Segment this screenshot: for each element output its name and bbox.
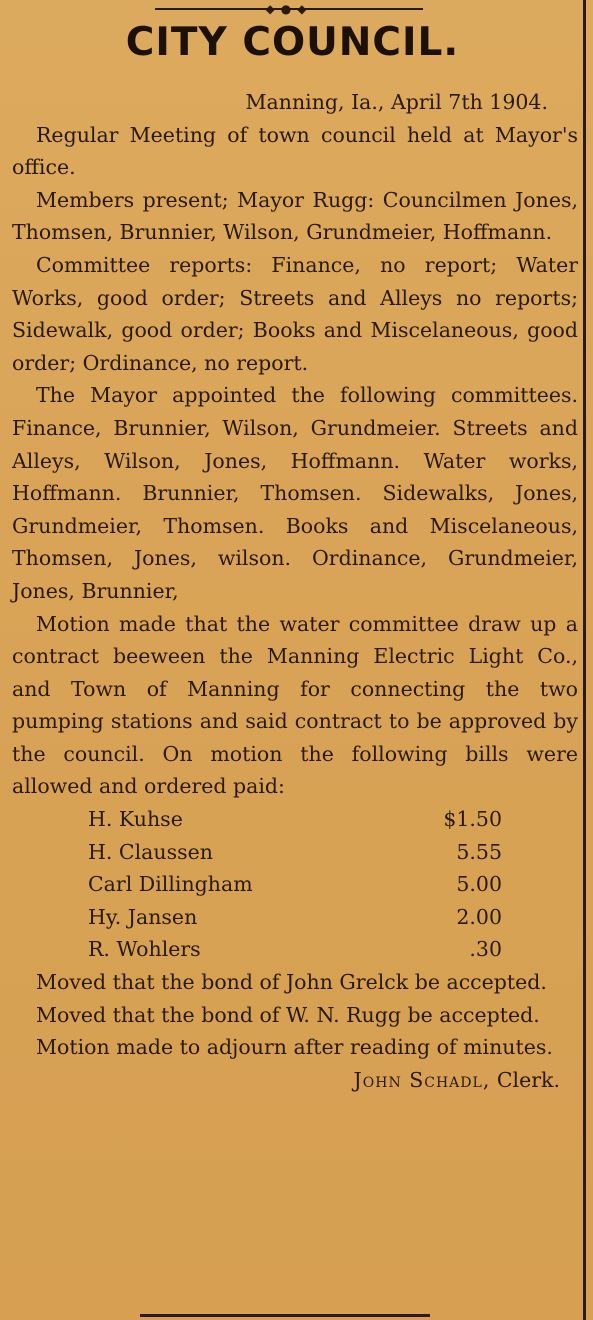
bill-name: Carl Dillingham xyxy=(88,872,253,897)
paragraph-bond-grelck: Moved that the bond of John Grelck be accepted. xyxy=(36,970,547,995)
bottom-rule xyxy=(140,1314,430,1317)
clerk-name: John Schadl, xyxy=(353,1067,491,1092)
bill-amount: .30 xyxy=(469,937,502,962)
signature-line xyxy=(12,1064,578,1097)
bill-name: Hy. Jansen xyxy=(88,904,198,929)
paragraph-bond-rugg: Moved that the bond of W. N. Rugg be accepted. xyxy=(36,1002,540,1027)
paragraph-intro: Regular Meeting of town council held at Mayor's office. xyxy=(12,122,578,180)
paragraph-adjourn: Motion made to adjourn after reading of minutes. xyxy=(36,1035,553,1060)
article-body xyxy=(12,86,578,1096)
headline: CITY COUNCIL. xyxy=(125,20,460,65)
bill-row xyxy=(12,933,578,966)
clerk-title: Clerk. xyxy=(496,1067,560,1092)
column-rule-right xyxy=(583,0,586,1320)
paragraph-committee-reports: Committee reports: Finance, no report; Water Works, good order; Streets and Alleys no reports; Sidewalk, good order; Books and Miscelaneous, good order; Ordinance, no report. xyxy=(12,252,578,375)
bill-name: H. Claussen xyxy=(88,839,213,864)
bill-amount: 5.00 xyxy=(456,872,502,897)
bill-amount: $1.50 xyxy=(443,807,502,832)
paragraph-motion-contract: Motion made that the water committee draw up a contract beeween the Manning Electric Light Co., and Town of Manning for connecting the two pumping stations and said contract to be approved by the council. On motion the following bills were allowed and ordered paid: xyxy=(12,611,578,799)
paragraph-appointments: The Mayor appointed the following committees. Finance, Brunnier, Wilson, Grundmeier. Streets and Alleys, Wilson, Jones, Hoffmann. Water works, Hoffmann. Brunnier, Thomsen. Sidewalks, Jones, Grundmeier, Thomsen. Books and Miscelaneous, Thomsen, Jones, wilson. Ordinance, Grundmeier, Jones, Brunnier, xyxy=(12,383,578,603)
bill-amount: 5.55 xyxy=(456,839,502,864)
bills-list xyxy=(12,803,578,966)
dateline: Manning, Ia., April 7th 1904. xyxy=(245,90,548,114)
bill-name: R. Wohlers xyxy=(88,937,201,962)
bill-row xyxy=(12,836,578,869)
bill-amount: 2.00 xyxy=(456,904,502,929)
bill-name: H. Kuhse xyxy=(88,807,183,832)
bill-row xyxy=(12,868,578,901)
top-ornament-rule: ◆●◆ xyxy=(155,4,423,14)
bill-row xyxy=(12,901,578,934)
bill-row xyxy=(12,803,578,836)
paragraph-members: Members present; Mayor Rugg: Councilmen Jones, Thomsen, Brunnier, Wilson, Grundmeier, Hoffmann. xyxy=(12,187,578,245)
